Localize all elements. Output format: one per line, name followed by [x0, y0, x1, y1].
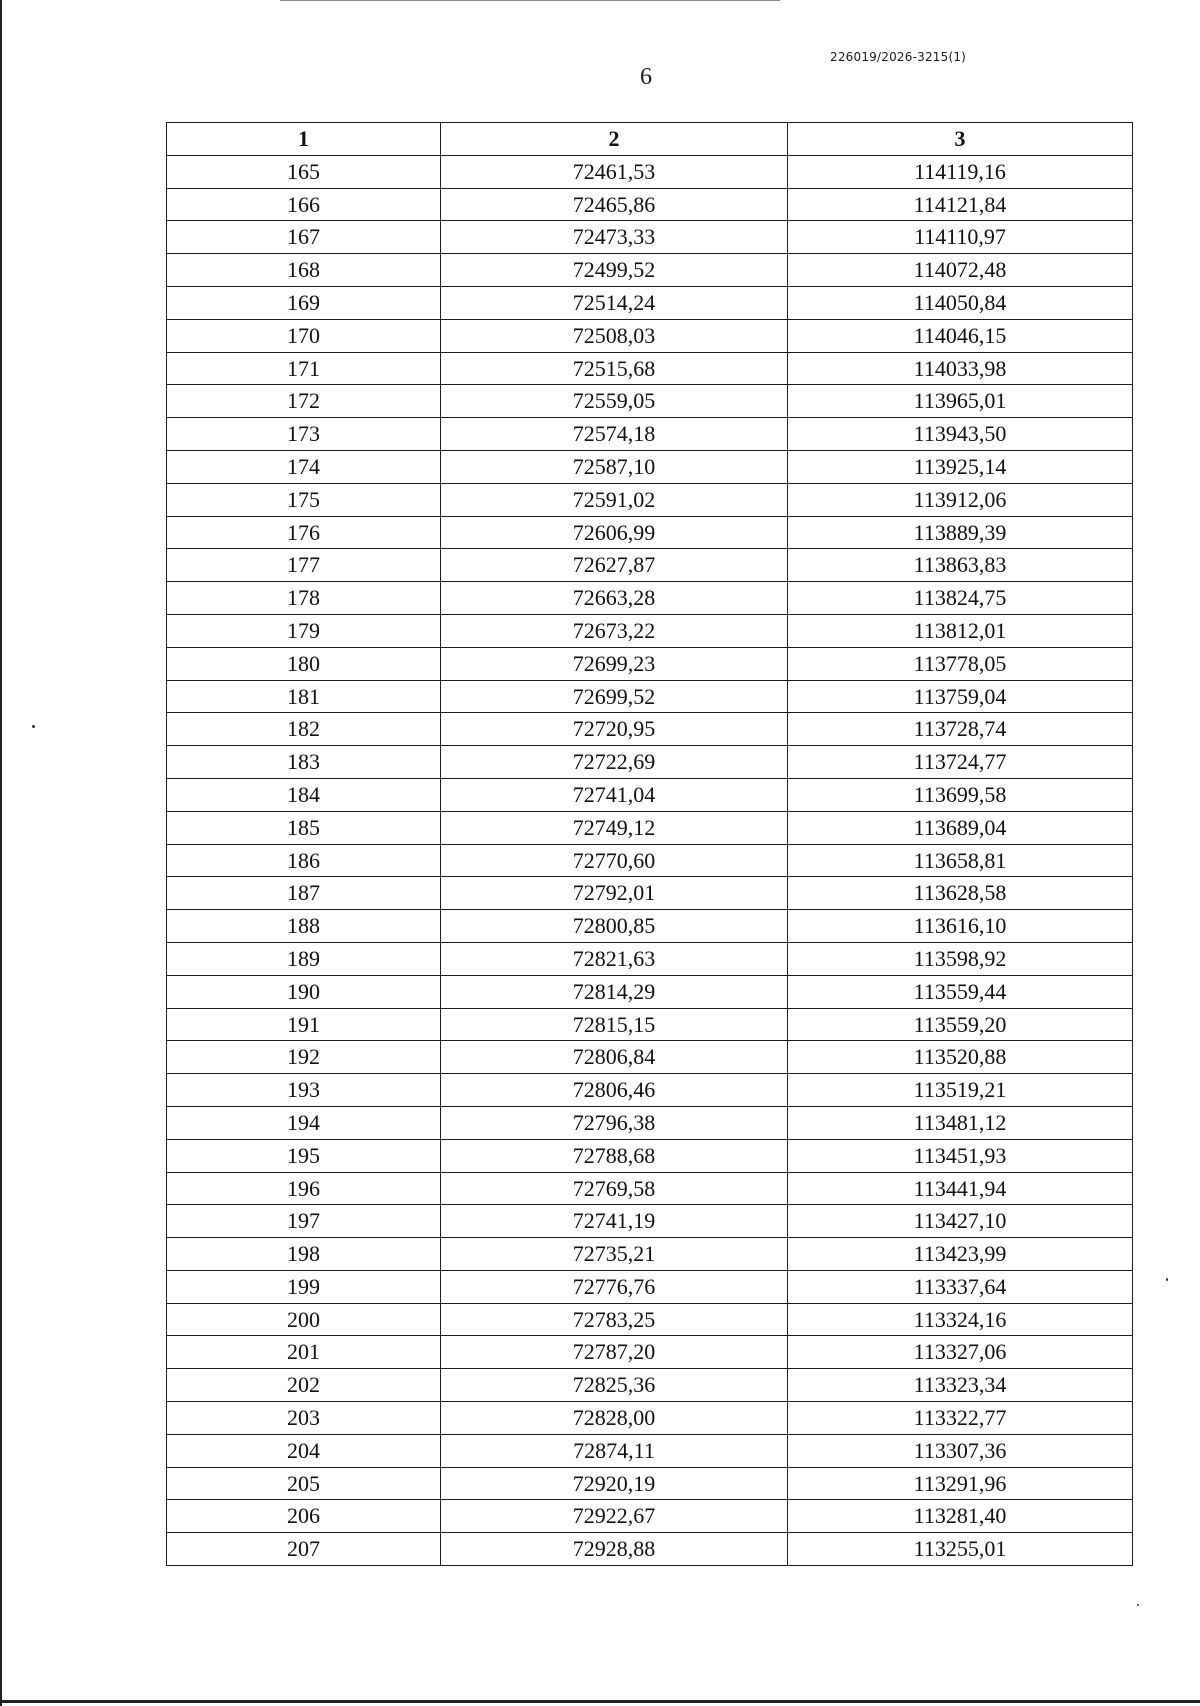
table-row — [167, 352, 1133, 385]
table-cell-col-3: 113724,77 — [788, 746, 1133, 779]
table-cell-col-1: 181 — [167, 680, 441, 713]
table-cell-col-2: 72787,20 — [441, 1336, 788, 1369]
table-cell-col-3: 113559,44 — [788, 975, 1133, 1008]
table-cell-col-1: 170 — [167, 319, 441, 352]
column-header-3: 3 — [788, 123, 1133, 156]
table-cell-col-3: 113520,88 — [788, 1041, 1133, 1074]
table-body — [167, 155, 1133, 1565]
table-cell-col-3: 113628,58 — [788, 877, 1133, 910]
table-cell-col-2: 72825,36 — [441, 1369, 788, 1402]
table-cell-col-3: 113281,40 — [788, 1500, 1133, 1533]
table-cell-col-2: 72928,88 — [441, 1533, 788, 1566]
table-row — [167, 1303, 1133, 1336]
table-row — [167, 942, 1133, 975]
table-cell-col-2: 72673,22 — [441, 614, 788, 647]
scan-edge-top — [280, 0, 780, 1]
table-cell-col-3: 113481,12 — [788, 1106, 1133, 1139]
table-cell-col-2: 72473,33 — [441, 221, 788, 254]
table-cell-col-3: 113812,01 — [788, 614, 1133, 647]
table-row — [167, 450, 1133, 483]
table-cell-col-2: 72806,46 — [441, 1074, 788, 1107]
table-cell-col-1: 187 — [167, 877, 441, 910]
table-row — [167, 1434, 1133, 1467]
table-cell-col-2: 72800,85 — [441, 910, 788, 943]
table-cell-col-3: 114121,84 — [788, 188, 1133, 221]
table-row — [167, 680, 1133, 713]
table-cell-col-2: 72699,23 — [441, 647, 788, 680]
table-cell-col-2: 72796,38 — [441, 1106, 788, 1139]
table-row — [167, 1172, 1133, 1205]
table-cell-col-3: 113925,14 — [788, 450, 1133, 483]
table-cell-col-3: 113441,94 — [788, 1172, 1133, 1205]
document-reference: 226019/2026-3215(1) — [830, 50, 967, 64]
table-cell-col-1: 191 — [167, 1008, 441, 1041]
table-cell-col-3: 113337,64 — [788, 1270, 1133, 1303]
table-cell-col-1: 184 — [167, 778, 441, 811]
table-cell-col-1: 169 — [167, 286, 441, 319]
table-row — [167, 549, 1133, 582]
table-row — [167, 221, 1133, 254]
table-cell-col-3: 113863,83 — [788, 549, 1133, 582]
table-cell-col-1: 168 — [167, 254, 441, 287]
table-row — [167, 1402, 1133, 1435]
table-cell-col-3: 113519,21 — [788, 1074, 1133, 1107]
table-cell-col-3: 114072,48 — [788, 254, 1133, 287]
table-cell-col-2: 72735,21 — [441, 1238, 788, 1271]
table-cell-col-1: 203 — [167, 1402, 441, 1435]
table-cell-col-3: 113824,75 — [788, 582, 1133, 615]
table-cell-col-3: 113559,20 — [788, 1008, 1133, 1041]
table-row — [167, 1106, 1133, 1139]
table-cell-col-3: 114110,97 — [788, 221, 1133, 254]
table-cell-col-1: 200 — [167, 1303, 441, 1336]
table-cell-col-3: 114119,16 — [788, 155, 1133, 188]
table-cell-col-1: 197 — [167, 1205, 441, 1238]
scan-edge-left — [0, 0, 2, 1706]
table-cell-col-1: 205 — [167, 1467, 441, 1500]
table-cell-col-2: 72699,52 — [441, 680, 788, 713]
table-cell-col-3: 113658,81 — [788, 844, 1133, 877]
table-cell-col-2: 72815,15 — [441, 1008, 788, 1041]
table-cell-col-1: 188 — [167, 910, 441, 943]
table-cell-col-2: 72769,58 — [441, 1172, 788, 1205]
table-cell-col-1: 199 — [167, 1270, 441, 1303]
table-row — [167, 614, 1133, 647]
table-cell-col-3: 113965,01 — [788, 385, 1133, 418]
table-cell-col-3: 114050,84 — [788, 286, 1133, 319]
table-cell-col-3: 113427,10 — [788, 1205, 1133, 1238]
table-cell-col-3: 113616,10 — [788, 910, 1133, 943]
page-number: 6 — [640, 64, 652, 90]
table-cell-col-2: 72499,52 — [441, 254, 788, 287]
table-cell-col-2: 72783,25 — [441, 1303, 788, 1336]
table-cell-col-1: 193 — [167, 1074, 441, 1107]
table-cell-col-1: 190 — [167, 975, 441, 1008]
table-cell-col-2: 72574,18 — [441, 418, 788, 451]
table-cell-col-2: 72461,53 — [441, 155, 788, 188]
table-cell-col-2: 72663,28 — [441, 582, 788, 615]
table-row — [167, 1467, 1133, 1500]
table-row — [167, 1074, 1133, 1107]
table-row — [167, 778, 1133, 811]
table-cell-col-1: 204 — [167, 1434, 441, 1467]
table-cell-col-2: 72587,10 — [441, 450, 788, 483]
table-row — [167, 1041, 1133, 1074]
table-cell-col-3: 113327,06 — [788, 1336, 1133, 1369]
table-row — [167, 188, 1133, 221]
table-row — [167, 844, 1133, 877]
table-row — [167, 319, 1133, 352]
table-cell-col-2: 72821,63 — [441, 942, 788, 975]
table-cell-col-1: 201 — [167, 1336, 441, 1369]
table-row — [167, 1238, 1133, 1271]
table-cell-col-3: 113759,04 — [788, 680, 1133, 713]
table-cell-col-2: 72606,99 — [441, 516, 788, 549]
table-cell-col-1: 175 — [167, 483, 441, 516]
table-cell-col-3: 113699,58 — [788, 778, 1133, 811]
table-row — [167, 746, 1133, 779]
table-cell-col-1: 166 — [167, 188, 441, 221]
table-cell-col-1: 178 — [167, 582, 441, 615]
table-cell-col-1: 176 — [167, 516, 441, 549]
table-cell-col-1: 185 — [167, 811, 441, 844]
table-cell-col-3: 114046,15 — [788, 319, 1133, 352]
table-cell-col-3: 113689,04 — [788, 811, 1133, 844]
table-cell-col-1: 189 — [167, 942, 441, 975]
table-cell-col-1: 171 — [167, 352, 441, 385]
table-cell-col-2: 72770,60 — [441, 844, 788, 877]
table-cell-col-2: 72788,68 — [441, 1139, 788, 1172]
table-cell-col-1: 165 — [167, 155, 441, 188]
table-cell-col-2: 72806,84 — [441, 1041, 788, 1074]
table-cell-col-2: 72776,76 — [441, 1270, 788, 1303]
scan-speck — [32, 725, 35, 728]
table-row — [167, 582, 1133, 615]
column-header-1: 1 — [167, 123, 441, 156]
column-header-2: 2 — [441, 123, 788, 156]
table-cell-col-3: 113943,50 — [788, 418, 1133, 451]
table-cell-col-2: 72722,69 — [441, 746, 788, 779]
table-cell-col-1: 180 — [167, 647, 441, 680]
table-cell-col-2: 72874,11 — [441, 1434, 788, 1467]
table-row — [167, 1139, 1133, 1172]
table-header — [167, 123, 1133, 156]
table-cell-col-2: 72828,00 — [441, 1402, 788, 1435]
table-cell-col-2: 72514,24 — [441, 286, 788, 319]
table-cell-col-1: 182 — [167, 713, 441, 746]
table-cell-col-1: 206 — [167, 1500, 441, 1533]
table-row — [167, 1336, 1133, 1369]
table-cell-col-3: 113598,92 — [788, 942, 1133, 975]
table-cell-col-2: 72792,01 — [441, 877, 788, 910]
table-cell-col-3: 113728,74 — [788, 713, 1133, 746]
table-cell-col-3: 113451,93 — [788, 1139, 1133, 1172]
table-row — [167, 713, 1133, 746]
table-row — [167, 811, 1133, 844]
table-row — [167, 1205, 1133, 1238]
table-cell-col-2: 72741,04 — [441, 778, 788, 811]
table-cell-col-3: 113291,96 — [788, 1467, 1133, 1500]
scan-speck — [1166, 1278, 1168, 1281]
scan-speck — [1137, 1604, 1139, 1606]
table-cell-col-2: 72515,68 — [441, 352, 788, 385]
table-cell-col-1: 196 — [167, 1172, 441, 1205]
table-cell-col-3: 113912,06 — [788, 483, 1133, 516]
table-cell-col-1: 198 — [167, 1238, 441, 1271]
table-row — [167, 877, 1133, 910]
table-cell-col-1: 192 — [167, 1041, 441, 1074]
table-row — [167, 975, 1133, 1008]
table-cell-col-2: 72922,67 — [441, 1500, 788, 1533]
table-cell-col-2: 72720,95 — [441, 713, 788, 746]
table-row — [167, 1500, 1133, 1533]
table-row — [167, 483, 1133, 516]
table-cell-col-3: 114033,98 — [788, 352, 1133, 385]
table-cell-col-1: 207 — [167, 1533, 441, 1566]
scan-edge-bottom — [0, 1700, 1200, 1703]
table-row — [167, 1533, 1133, 1566]
table-row — [167, 155, 1133, 188]
table-cell-col-1: 195 — [167, 1139, 441, 1172]
table-row — [167, 1008, 1133, 1041]
table-row — [167, 1270, 1133, 1303]
table-row — [167, 418, 1133, 451]
table-cell-col-1: 172 — [167, 385, 441, 418]
table-cell-col-3: 113322,77 — [788, 1402, 1133, 1435]
table-cell-col-3: 113324,16 — [788, 1303, 1133, 1336]
coordinates-table — [166, 122, 1133, 1566]
table-cell-col-1: 179 — [167, 614, 441, 647]
table-row — [167, 286, 1133, 319]
table-cell-col-2: 72741,19 — [441, 1205, 788, 1238]
table-row — [167, 1369, 1133, 1402]
table-cell-col-1: 167 — [167, 221, 441, 254]
table-cell-col-3: 113423,99 — [788, 1238, 1133, 1271]
table-cell-col-1: 177 — [167, 549, 441, 582]
header-row — [167, 123, 1133, 156]
table-cell-col-2: 72591,02 — [441, 483, 788, 516]
table-cell-col-1: 183 — [167, 746, 441, 779]
table-row — [167, 516, 1133, 549]
table-cell-col-1: 202 — [167, 1369, 441, 1402]
table-cell-col-2: 72814,29 — [441, 975, 788, 1008]
table-cell-col-2: 72508,03 — [441, 319, 788, 352]
table-row — [167, 385, 1133, 418]
table-cell-col-2: 72559,05 — [441, 385, 788, 418]
table-row — [167, 910, 1133, 943]
table-row — [167, 647, 1133, 680]
table-cell-col-3: 113255,01 — [788, 1533, 1133, 1566]
table-cell-col-1: 173 — [167, 418, 441, 451]
table-cell-col-3: 113778,05 — [788, 647, 1133, 680]
table-cell-col-3: 113889,39 — [788, 516, 1133, 549]
table-cell-col-1: 174 — [167, 450, 441, 483]
table-cell-col-2: 72465,86 — [441, 188, 788, 221]
table-cell-col-1: 194 — [167, 1106, 441, 1139]
table-cell-col-3: 113307,36 — [788, 1434, 1133, 1467]
table-cell-col-1: 186 — [167, 844, 441, 877]
table-cell-col-3: 113323,34 — [788, 1369, 1133, 1402]
table-cell-col-2: 72749,12 — [441, 811, 788, 844]
table-row — [167, 254, 1133, 287]
table-cell-col-2: 72627,87 — [441, 549, 788, 582]
table-cell-col-2: 72920,19 — [441, 1467, 788, 1500]
